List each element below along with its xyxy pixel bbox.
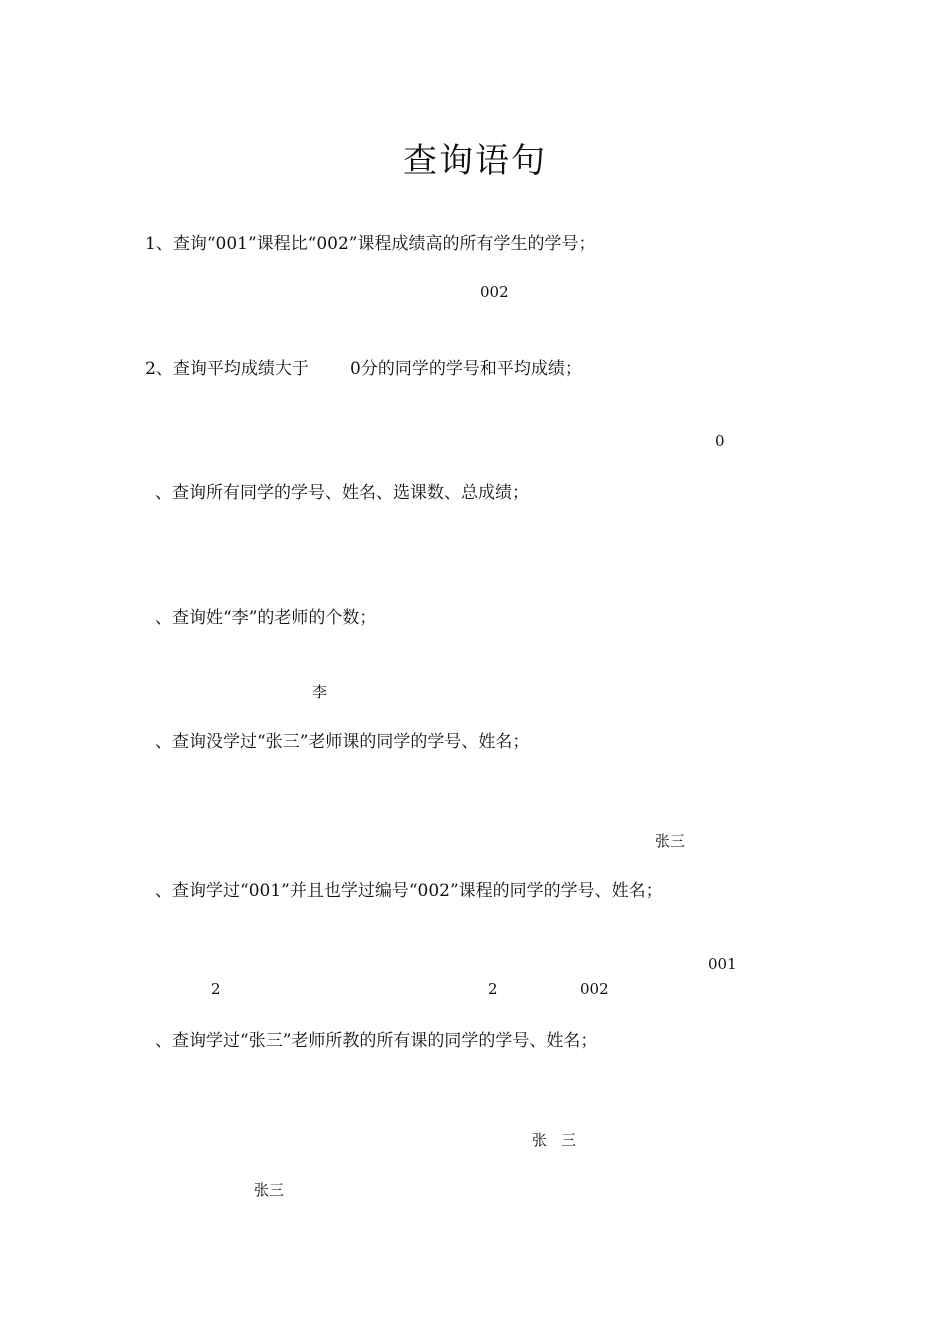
fragment-text: 2 bbox=[488, 980, 498, 998]
question-2-part-2: 0分的同学的学号和平均成绩； bbox=[350, 359, 582, 379]
page-title: 查询语句 bbox=[403, 141, 547, 181]
fragment-text: 0 bbox=[715, 432, 725, 450]
fragment-text: 2 bbox=[211, 980, 221, 998]
fragment-text: 李 bbox=[312, 683, 328, 701]
question-3: 、查询所有同学的学号、姓名、选课数、总成绩； bbox=[155, 483, 529, 503]
fragment-text: 三 bbox=[561, 1131, 577, 1149]
question-5: 、查询没学过“张三”老师课的同学的学号、姓名； bbox=[155, 732, 530, 752]
fragment-text: 张 bbox=[532, 1131, 548, 1149]
fragment-text: 002 bbox=[480, 283, 509, 301]
question-2-part-1: 2、查询平均成绩大于 bbox=[145, 359, 309, 379]
fragment-text: 张三 bbox=[655, 832, 686, 850]
question-1: 1、查询“001”课程比“002”课程成绩高的所有学生的学号； bbox=[145, 234, 596, 254]
question-6: 、查询学过“001”并且也学过编号“002”课程的同学的学号、姓名； bbox=[155, 881, 663, 901]
question-4: 、查询姓“李”的老师的个数； bbox=[155, 608, 377, 628]
question-7: 、查询学过“张三”老师所教的所有课的同学的学号、姓名； bbox=[155, 1031, 598, 1051]
fragment-text: 张三 bbox=[254, 1181, 285, 1199]
fragment-text: 002 bbox=[580, 980, 609, 998]
fragment-text: 001 bbox=[708, 955, 737, 973]
